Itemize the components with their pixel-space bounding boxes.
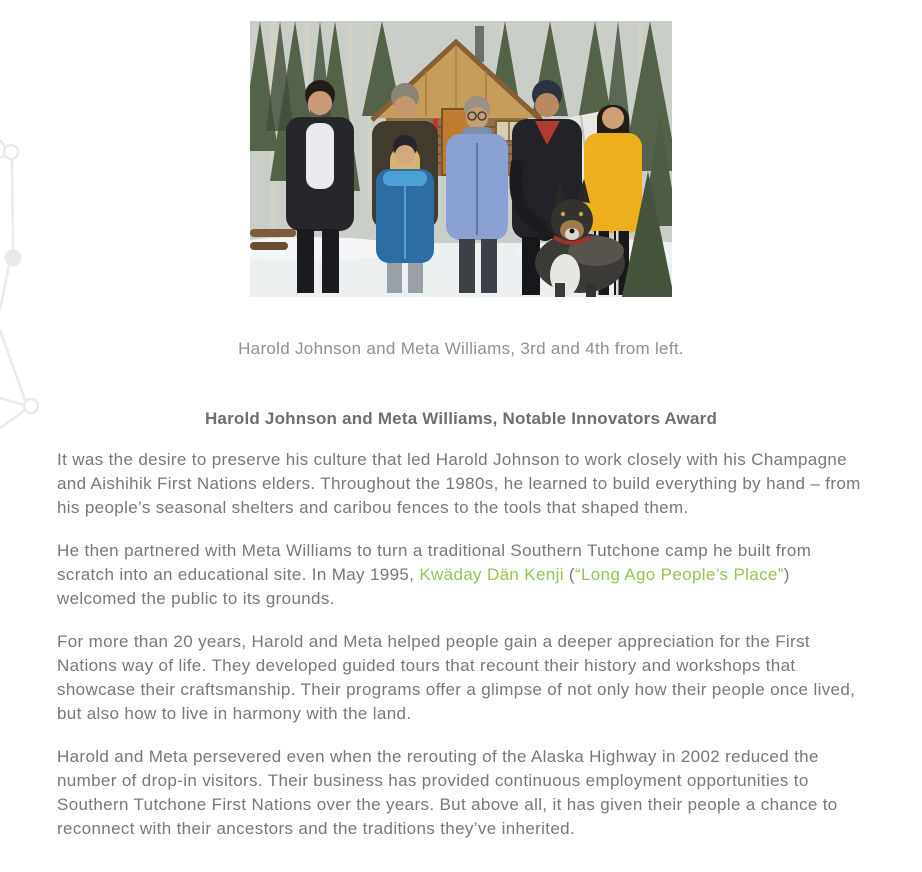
article-heading: Harold Johnson and Meta Williams, Notable Innovators Award bbox=[204, 409, 718, 428]
article-figure bbox=[57, 21, 865, 361]
paragraph-2-text-mid: ( bbox=[563, 565, 575, 584]
family-photo-illustration bbox=[250, 21, 672, 297]
paragraph-2-text-post: ) welcomed the public to its grounds. bbox=[57, 565, 790, 608]
article-content bbox=[57, 0, 865, 841]
constellation-node bbox=[5, 250, 22, 267]
link-long-ago-peoples-place[interactable]: “Long Ago People’s Place” bbox=[574, 565, 784, 584]
family-photo bbox=[250, 21, 672, 297]
photo-caption: Harold Johnson and Meta Williams, 3rd and 4th from left. bbox=[238, 339, 684, 358]
paragraph-2 bbox=[57, 539, 865, 611]
paragraph-2-text-pre: He then partnered with Meta Williams to turn a traditional Southern Tutchone camp he built from scratch into an educational site. In May 1995, bbox=[57, 541, 812, 584]
link-kwaday-dan-kenji[interactable]: Kwäday Dän Kenji bbox=[419, 565, 564, 584]
constellation-decoration bbox=[0, 128, 52, 438]
article-body bbox=[57, 448, 865, 841]
paragraph-1: It was the desire to preserve his culture that led Harold Johnson to work closely with his Champagne and Aishihik First Nations elders. Throughout the 1980s, he learned to build everything by hand – from his people’s seasonal shelters and caribou fences to the tools that shaped them. bbox=[57, 450, 861, 517]
paragraph-4: Harold and Meta persevered even when the rerouting of the Alaska Highway in 2002 reduced the number of drop-in visitors. Their business has provided continuous employment opportunities to Southern Tutchone First Nations over the years. But above all, it has given their people a chance to reconnect with their ancestors and the traditions they’ve inherited. bbox=[57, 747, 838, 838]
paragraph-3: For more than 20 years, Harold and Meta helped people gain a deeper appreciation for the First Nations way of life. They developed guided tours that recount their history and workshops that showcase their craftsmanship. Their programs offer a glimpse of not only how their people once lived, but also how to live in harmony with the land. bbox=[57, 632, 856, 723]
